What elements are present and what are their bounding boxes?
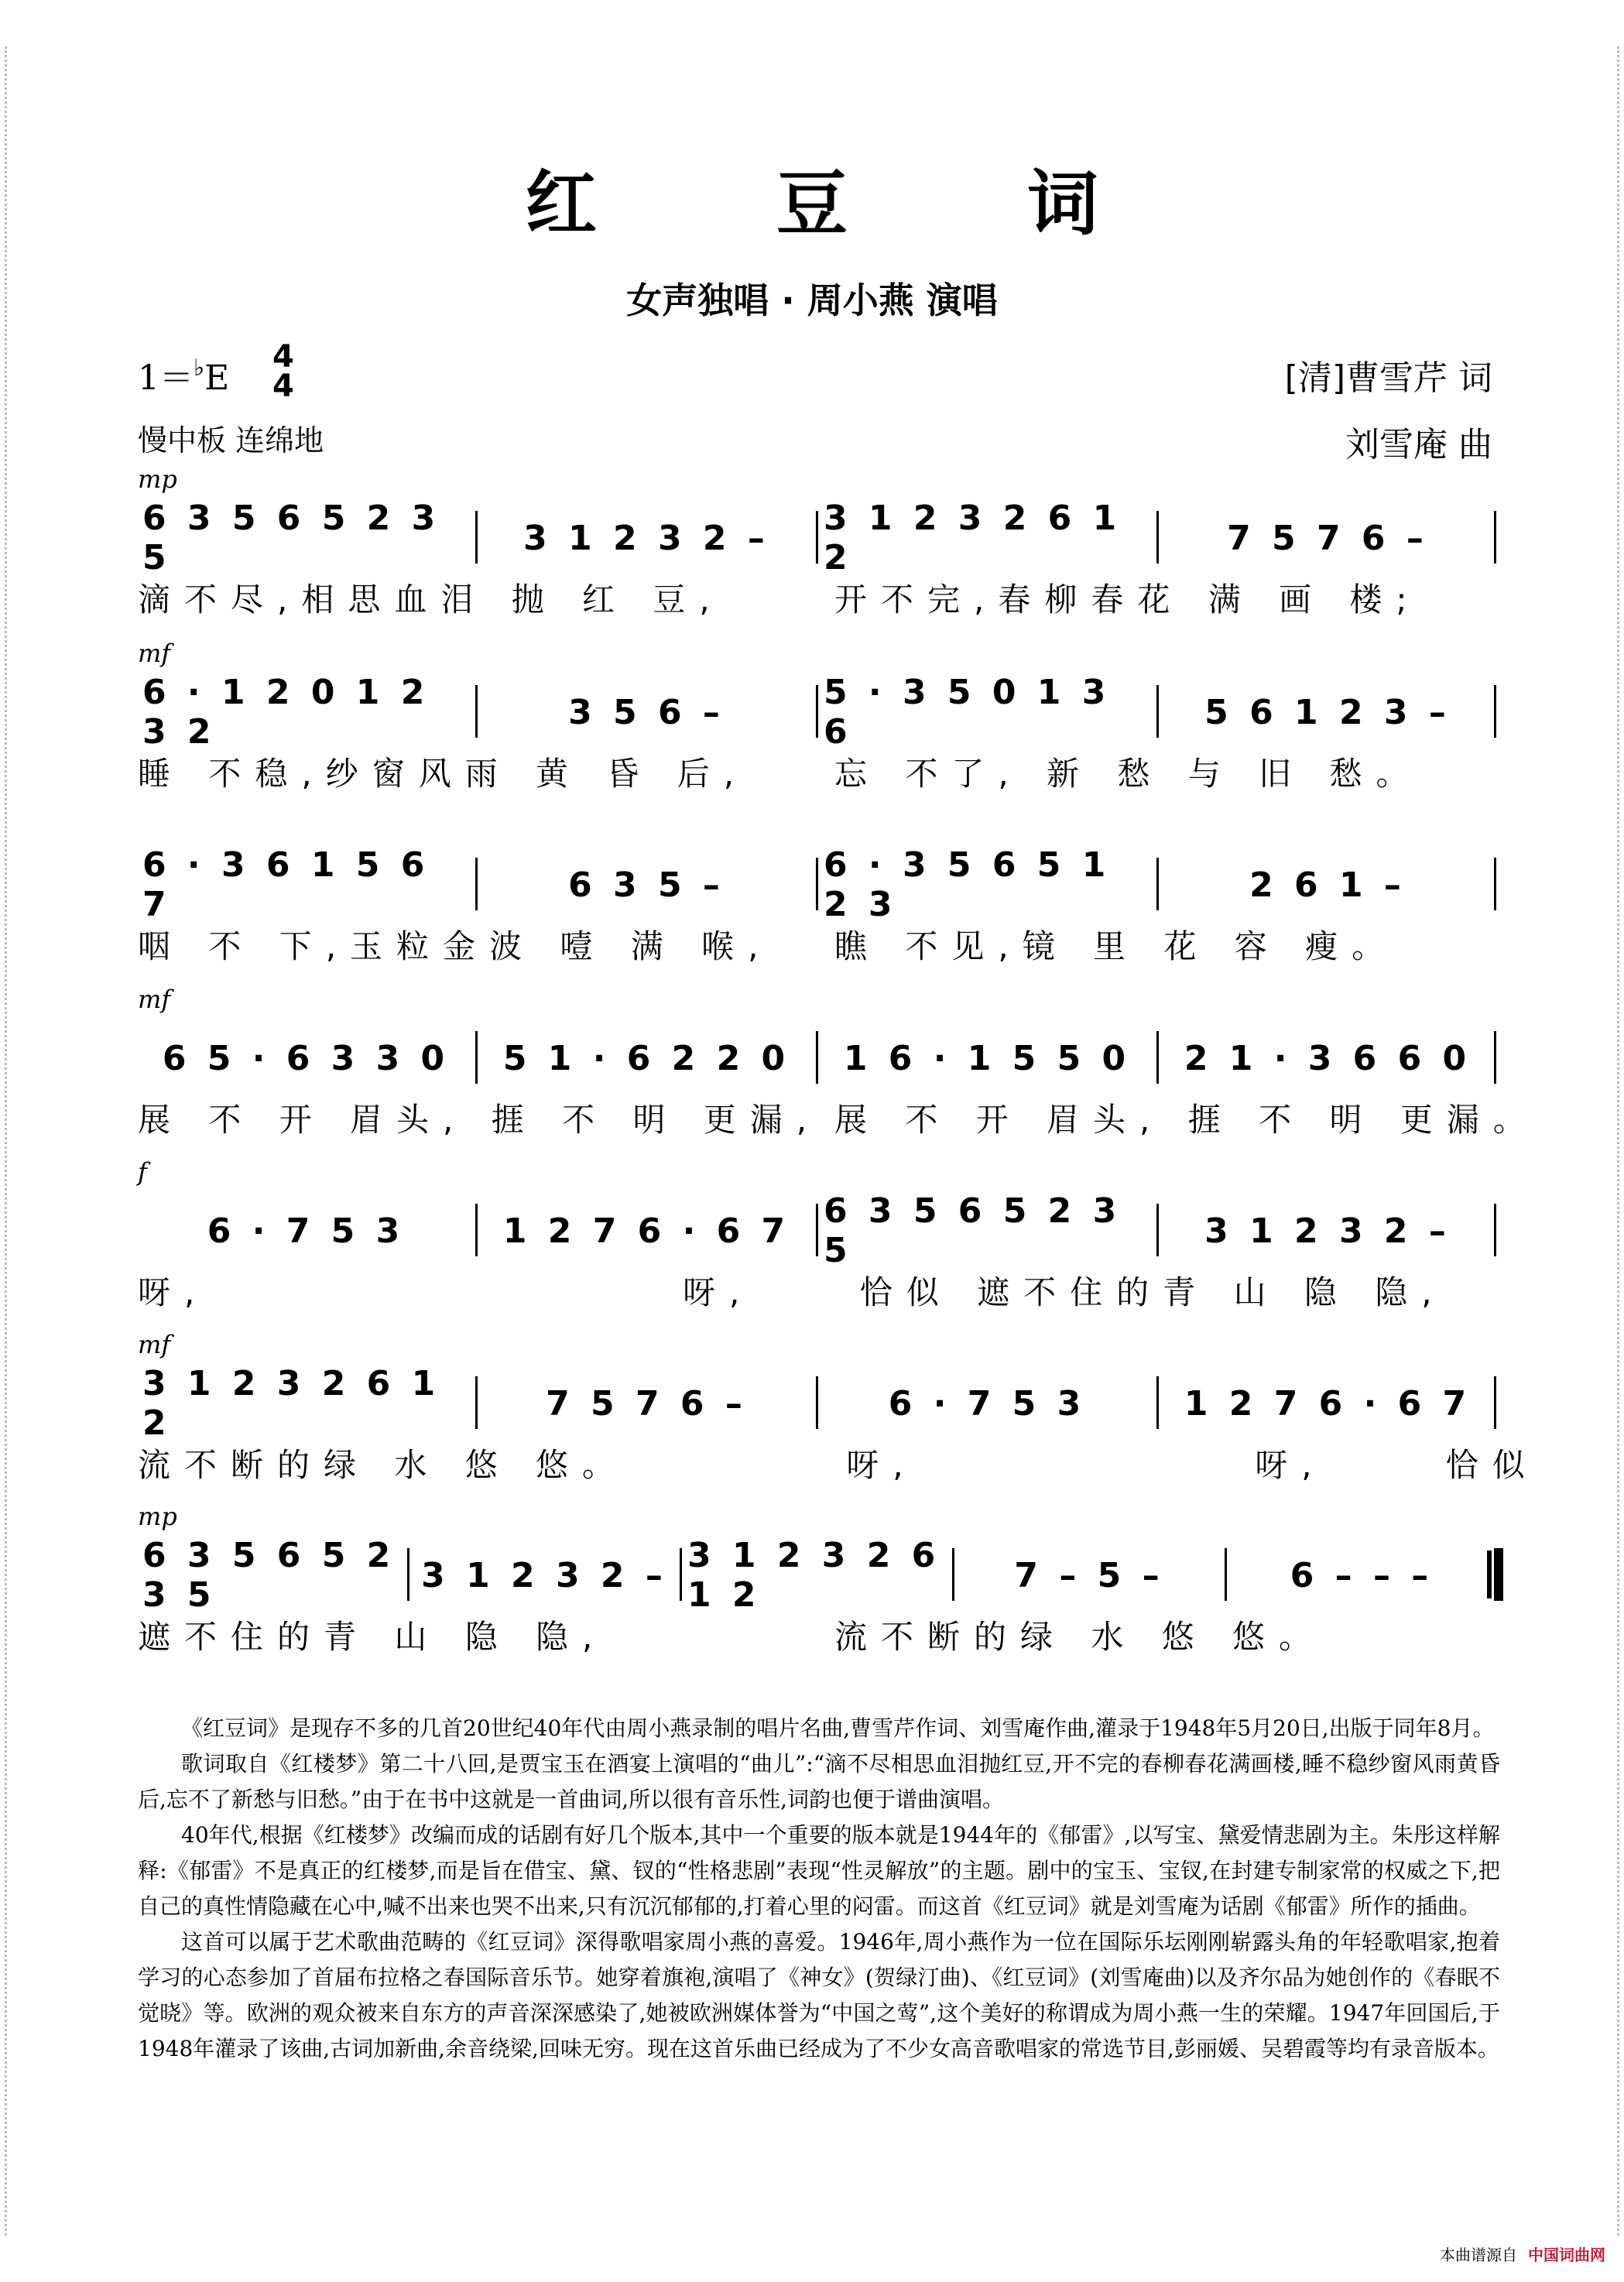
measure: 7 5 7 6 – — [1227, 518, 1428, 558]
barline — [475, 1204, 478, 1256]
key-signature — [138, 350, 229, 399]
measure: 1 6 · 1 5 5 0 — [843, 1038, 1131, 1078]
lyricist-credit: [清]曹雪芹 词 — [1284, 358, 1492, 398]
measure: 3 1 2 3 2 6 1 2 — [142, 1364, 440, 1443]
left-watermark-strip — [5, 46, 9, 2236]
measure: 2 1 · 3 6 6 0 — [1184, 1038, 1472, 1078]
article-paragraph: 《红豆词》是现存不多的几首20世纪40年代由周小燕录制的唱片名曲,曹雪芹作词、刘雪庵作曲,灌录于1948年5月20日,出版于同年8月。 — [181, 1715, 1495, 1741]
barline — [475, 1031, 478, 1084]
lyrics-row — [138, 1095, 1540, 1141]
composer-credit: 刘雪庵 曲 — [1345, 425, 1492, 464]
score-system — [138, 985, 1540, 1163]
measure: 3 1 2 3 2 6 1 2 — [824, 499, 1122, 577]
lyric-phrase: 展 不 开 眉头, 捱 不 明 更漏, — [138, 1101, 821, 1139]
notes-row — [138, 1364, 1500, 1443]
measure: 6 – – – — [1290, 1555, 1434, 1595]
dynamic-marking: mf — [138, 639, 171, 668]
measure: 6 3 5 – — [568, 865, 725, 905]
barline — [1156, 511, 1159, 564]
barline — [816, 511, 818, 564]
song-title: 红 豆 词 — [525, 162, 1177, 245]
barline — [816, 1031, 818, 1084]
barline — [1494, 1204, 1496, 1256]
article — [138, 1711, 1500, 2067]
score-system — [138, 1157, 1500, 1335]
barline — [1225, 1548, 1227, 1601]
article-paragraph: 歌词取自《红楼梦》第二十八回,是贾宝玉在酒宴上演唱的“曲儿”:“滴不尽相思血泪抛红豆,开不完的春柳春花满画楼,睡不稳纱窗风雨黄昏后,忘不了新愁与旧愁。”由于在书中这就是一首曲词,所以很有音乐性,词韵也便于谱曲演唱。 — [138, 1751, 1500, 1812]
barline — [1494, 685, 1496, 738]
barline — [1494, 1548, 1503, 1601]
barline — [680, 1548, 682, 1601]
notes-row — [138, 845, 1500, 924]
measure: 3 5 6 – — [568, 692, 725, 732]
lyric-phrase: 流不断的绿 水 悠 悠。 — [834, 1618, 1326, 1656]
measure: 7 5 7 6 – — [546, 1383, 747, 1424]
lyrics-row — [138, 921, 1500, 968]
time-bottom: 4 — [272, 368, 294, 404]
measure: 6 3 5 6 5 2 3 5 — [824, 1191, 1122, 1270]
measure: 6 3 5 6 5 2 3 5 — [142, 1536, 396, 1615]
barline — [1156, 858, 1159, 910]
barline — [1494, 858, 1496, 910]
measure: 6 5 · 6 3 3 0 — [162, 1038, 450, 1078]
lyric-phrase: 瞧 不见,镜 里 花 容 瘦。 — [834, 927, 1399, 965]
lyric-phrase: 忘 不了, 新 愁 与 旧 愁。 — [834, 755, 1423, 793]
notes-row — [138, 499, 1500, 577]
barline — [816, 1376, 818, 1429]
article-paragraph: 这首可以属于艺术歌曲范畴的《红豆词》深得歌唱家周小燕的喜爱。1946年,周小燕作为一位在国际乐坛刚刚崭露头角的年轻歌唱家,抱着学习的心态参加了首届布拉格之春国际音乐节。她穿着旗袍,演唱了《神女》(贺绿汀曲)、《红豆词》(刘雪庵曲)以及齐尔品为她创作的《春眠不觉晓》等。欧洲的观众被来自东方的声音深深感染了,她被欧洲媒体誉为“中国之莺”,这个美好的称谓成为周小燕一生的荣耀。1947年回国后,于1948年灌录了该曲,古词加新曲,余音绕梁,回味无穷。现在这首乐曲已经成为了不少女高音歌唱家的常选节目,彭丽媛、吴碧霞等均有录音版本。 — [138, 1929, 1500, 2061]
lyrics-row — [138, 1612, 1500, 1658]
lyric-phrase: 呀, — [138, 1273, 209, 1311]
lyric-phrase: 呀, — [846, 1446, 917, 1484]
dynamic-marking: mf — [138, 1330, 171, 1359]
barline — [475, 858, 478, 910]
tempo-marking: 慢中板 连绵地 — [138, 423, 324, 457]
footer-credit — [1440, 2243, 1605, 2265]
measure: 1 2 7 6 · 6 7 — [502, 1211, 790, 1251]
barline — [952, 1548, 954, 1601]
measure: 3 1 2 3 2 – — [421, 1555, 667, 1595]
measure: 6 · 7 5 3 — [207, 1211, 405, 1251]
barline — [475, 511, 478, 564]
measure: 5 6 1 2 3 – — [1204, 692, 1451, 732]
lyric-phrase: 呀, — [683, 1273, 754, 1311]
lyric-phrase: 展 不 开 眉头, 捱 不 明 更漏。 — [834, 1101, 1540, 1139]
lyric-phrase: 呀, — [1255, 1446, 1326, 1484]
measure: 1 2 7 6 · 6 7 — [1184, 1383, 1472, 1424]
measure: 5 1 · 6 2 2 0 — [502, 1038, 790, 1078]
lyric-phrase: 咽 不 下,玉粒金波 噎 满 喉, — [138, 927, 773, 965]
notes-row — [138, 1031, 1500, 1085]
barline — [475, 1376, 478, 1429]
lyric-phrase: 恰似 — [1445, 1446, 1539, 1484]
barline — [1494, 511, 1496, 564]
barline — [1156, 1376, 1159, 1429]
lyrics-row — [138, 1440, 1539, 1486]
lyrics-row — [138, 1267, 1500, 1314]
measure: 6 3 5 6 5 2 3 5 — [142, 499, 440, 577]
dynamic-marking: f — [138, 1157, 147, 1187]
dynamic-marking: mf — [138, 985, 171, 1014]
footer-brand[interactable]: 中国词曲网 — [1528, 2246, 1605, 2264]
score-system — [138, 811, 1500, 989]
barline — [1156, 1031, 1159, 1084]
measure: 6 · 1 2 0 1 2 3 2 — [142, 673, 430, 752]
measure: 3 1 2 3 2 6 1 2 — [687, 1536, 940, 1615]
key-note: E — [204, 358, 230, 398]
notes-row — [138, 1536, 1500, 1615]
lyric-phrase: 滴不尽,相思血泪 抛 红 豆, — [138, 581, 724, 618]
measure: 6 · 7 5 3 — [888, 1383, 1086, 1424]
article-paragraph: 40年代,根据《红楼梦》改编而成的话剧有好几个版本,其中一个重要的版本就是1944年的《郁雷》,以写宝、黛爱情悲剧为主。朱彤这样解释:《郁雷》不是真正的红楼梦,而是旨在借宝、黛、钗的“性格悲剧”表现“性灵解放”的主题。剧中的宝玉、宝钗,在封建专制家常的权威之下,把自己的真性情隐藏在心中,喊不出来也哭不出来,只有沉沉郁郁的,打着心里的闷雷。而这首《红豆词》就是刘雪庵为话剧《郁雷》所作的插曲。 — [138, 1822, 1500, 1919]
score-system — [138, 1330, 1539, 1508]
right-watermark-strip — [1615, 46, 1619, 2236]
measure: 6 · 3 5 6 5 1 2 3 — [824, 845, 1111, 924]
barline — [816, 858, 818, 910]
barline — [475, 685, 478, 738]
barline — [816, 1204, 818, 1256]
score-system — [138, 1502, 1500, 1680]
lyrics-row — [138, 749, 1500, 795]
score-system — [138, 464, 1500, 642]
flat-sign: ♭ — [194, 355, 205, 382]
score-system — [138, 639, 1500, 817]
barline — [1156, 1204, 1159, 1256]
measure: 7 – 5 – — [1014, 1555, 1164, 1595]
lyric-phrase: 开不完,春柳春花 满 画 楼; — [834, 581, 1421, 618]
key-prefix: 1＝ — [138, 358, 194, 398]
lyric-phrase: 遮不住的青 山 隐 隐, — [138, 1618, 607, 1656]
footer-source: 本曲谱源自 — [1440, 2246, 1517, 2264]
measure: 3 1 2 3 2 – — [523, 518, 769, 558]
dynamic-marking: mp — [138, 1502, 177, 1531]
notes-row — [138, 1191, 1500, 1270]
measure: 6 · 3 6 1 5 6 7 — [142, 845, 430, 924]
dynamic-marking: mp — [138, 464, 177, 494]
notes-row — [138, 673, 1500, 752]
barline — [1494, 1031, 1496, 1084]
time-top: 4 — [272, 339, 294, 375]
song-subtitle: 女声独唱 · 周小燕 演唱 — [626, 279, 998, 321]
barline — [407, 1548, 409, 1601]
lyric-phrase: 流不断的绿 水 悠 悠。 — [138, 1446, 629, 1484]
barline — [1494, 1376, 1496, 1429]
lyric-phrase: 睡 不稳,纱窗风雨 黄 昏 后, — [138, 755, 749, 793]
lyrics-row — [138, 574, 1500, 621]
barline — [1156, 685, 1159, 738]
measure: 5 · 3 5 0 1 3 6 — [824, 673, 1111, 752]
measure: 3 1 2 3 2 – — [1204, 1211, 1451, 1251]
barline — [816, 685, 818, 738]
time-signature — [272, 339, 294, 404]
measure: 2 6 1 – — [1249, 865, 1406, 905]
lyric-phrase: 恰似 遮不住的青 山 隐 隐, — [859, 1273, 1446, 1311]
